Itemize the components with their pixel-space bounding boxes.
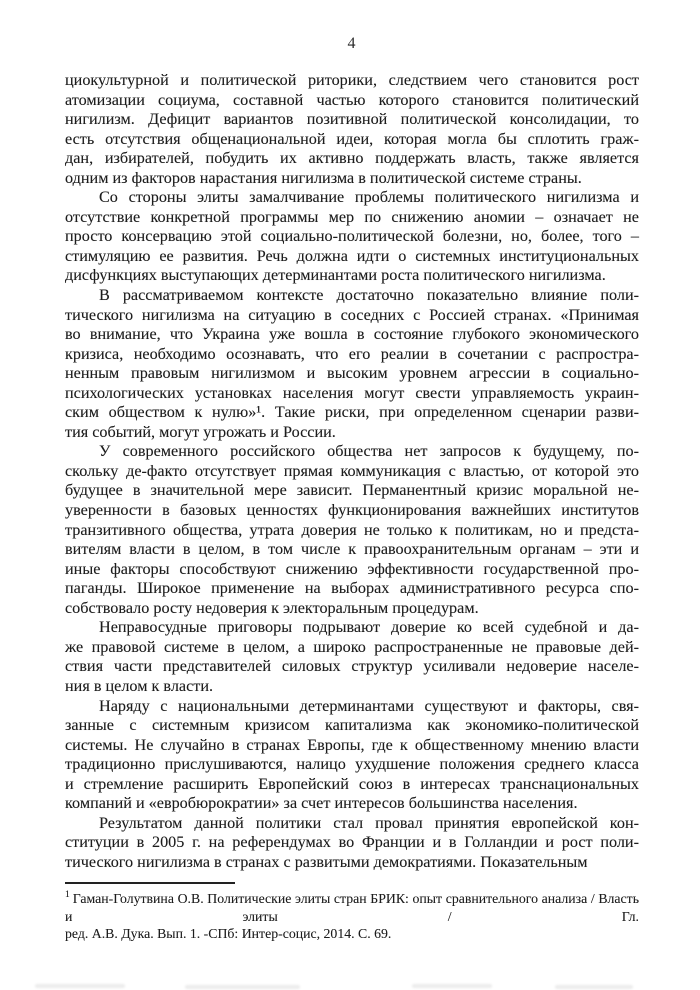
body-line: просто консервацию этой социально-политической болезни, но, более, того –: [65, 227, 639, 246]
body-line: будущее в значительной мере зависит. Перманентный кризис моральной не-: [65, 481, 639, 500]
paragraph: [65, 814, 639, 873]
body-line: есть отсутствия общенациональной идеи, которая могла бы сплотить граж-: [65, 129, 639, 148]
body-line: собствовало росту недоверия к электоральным процедурам.: [65, 598, 479, 617]
body-line: нигилизм. Дефицит вариантов позитивной политической консолидации, то: [65, 110, 639, 129]
body-line: отсутствие конкретной программы мер по снижению аномии – означает не: [65, 207, 639, 226]
body-line: В рассматриваемом контексте достаточно показательно влияние поли-: [99, 286, 639, 305]
scan-artifact: [185, 985, 300, 989]
body-line: У современного российского общества нет запросов к будущему, по-: [99, 442, 639, 461]
footnote: [65, 882, 639, 943]
page-number: 4: [347, 35, 357, 52]
body-line: ния в целом к власти.: [65, 676, 214, 695]
body-line: вителям власти в целом, в том числе к правоохранительным органам – эти и: [65, 540, 639, 559]
body-line: атомизации социума, составной частью которого становится политический: [65, 90, 639, 109]
body-line: системы. Не случайно в странах Европы, где к общественному мнению власти: [65, 735, 639, 754]
body-line: стимуляцию ее развития. Речь должна идти о системных институциональных: [65, 246, 639, 265]
body-line: Результатом данной политики стал провал принятия европейской кон-: [99, 813, 639, 832]
body-line: занные с системным кризисом капитализма как экономико-политической: [65, 716, 639, 735]
page-body: [65, 71, 639, 872]
paragraph: [65, 71, 639, 188]
body-line: ствия части представителей силовых структур усиливали недоверие населе-: [65, 657, 639, 676]
body-line: Со стороны элиты замалчивание проблемы политического нигилизма и: [99, 188, 639, 207]
body-line: уверенности в базовых ценностях функционирования важнейших институтов: [65, 501, 639, 520]
scan-artifact: [35, 984, 125, 988]
scan-artifact: [412, 984, 492, 988]
footnote-rule: [65, 882, 235, 884]
body-line: ституции в 2005 г. на референдумах во Франции и в Голландии и рост поли-: [65, 833, 639, 852]
body-line: и стремление расширить Европейский союз в интересах транснациональных: [65, 774, 639, 793]
body-line: паганды. Широкое применение на выборах административного ресурса спо-: [65, 579, 639, 598]
paragraph: [65, 618, 639, 696]
body-line: психологических установках населения могут свести управляемость украин-: [65, 383, 639, 402]
paragraph: [65, 697, 639, 814]
paragraph: [65, 286, 639, 442]
body-line: традиционно прислушиваются, налицо ухудшение положения среднего класса: [65, 755, 639, 774]
body-line: дисфункциях выступающих детерминантами роста политического нигилизма.: [65, 266, 606, 285]
body-line: же правовой системе в целом, а широко распространенные не правовые дей-: [65, 637, 639, 656]
body-line: одним из факторов нарастания нигилизма в политической системе страны.: [65, 168, 582, 187]
body-line: компаний и «евробюрократии» за счет интересов большинства населения.: [65, 794, 578, 813]
scan-artifact: [555, 985, 633, 989]
body-line: дан, избирателей, побудить их активно поддержать власть, также является: [65, 149, 639, 168]
body-line-with-footnote-ref: ским обществом к нулю»¹. Такие риски, при определенном сценарии разви-: [65, 403, 639, 422]
footnote-text: Гаман-Голутвина О.В. Политические элиты стран БРИК: опыт сравнительного анализа / Власть и элиты / Гл.: [65, 891, 639, 924]
body-line: Наряду с национальными детерминантами существуют и факторы, свя-: [99, 696, 639, 715]
body-line: кризиса, необходимо осознавать, что его реалии в сочетании с распростра-: [65, 344, 639, 363]
body-line: скольку де-факто отсутствует прямая коммуникация с властью, от которой это: [65, 461, 639, 480]
body-line: иные факторы способствуют снижению эффективности государственной про-: [65, 559, 639, 578]
footnote-line: [65, 890, 639, 925]
body-line: циокультурной и политической риторики, следствием чего становится рост: [65, 71, 639, 89]
body-line: Неправосудные приговоры подрывают доверие ко всей судебной и да-: [99, 618, 639, 637]
body-line: ненным правовым нигилизмом и высоким уровнем агрессии в социально-: [65, 364, 639, 383]
body-line: тического нигилизма в странах с развитыми демократиями. Показательным: [65, 852, 588, 871]
body-line: во внимание, что Украина уже вошла в состояние глубокого экономического: [65, 325, 639, 344]
paragraph: [65, 442, 639, 618]
body-line: транзитивного общества, утрата доверия не только к политикам, но и предста-: [65, 520, 639, 539]
body-line: тического нигилизма на ситуацию в соседних с Россией странах. «Принимая: [65, 305, 639, 324]
footnote-marker: 1: [65, 890, 70, 901]
body-line: тия событий, могут угрожать и России.: [65, 422, 336, 441]
footnote-line: ред. А.В. Дука. Вып. 1. -СПб: Интер-социс, 2014. С. 69.: [65, 926, 392, 942]
paragraph: [65, 188, 639, 286]
